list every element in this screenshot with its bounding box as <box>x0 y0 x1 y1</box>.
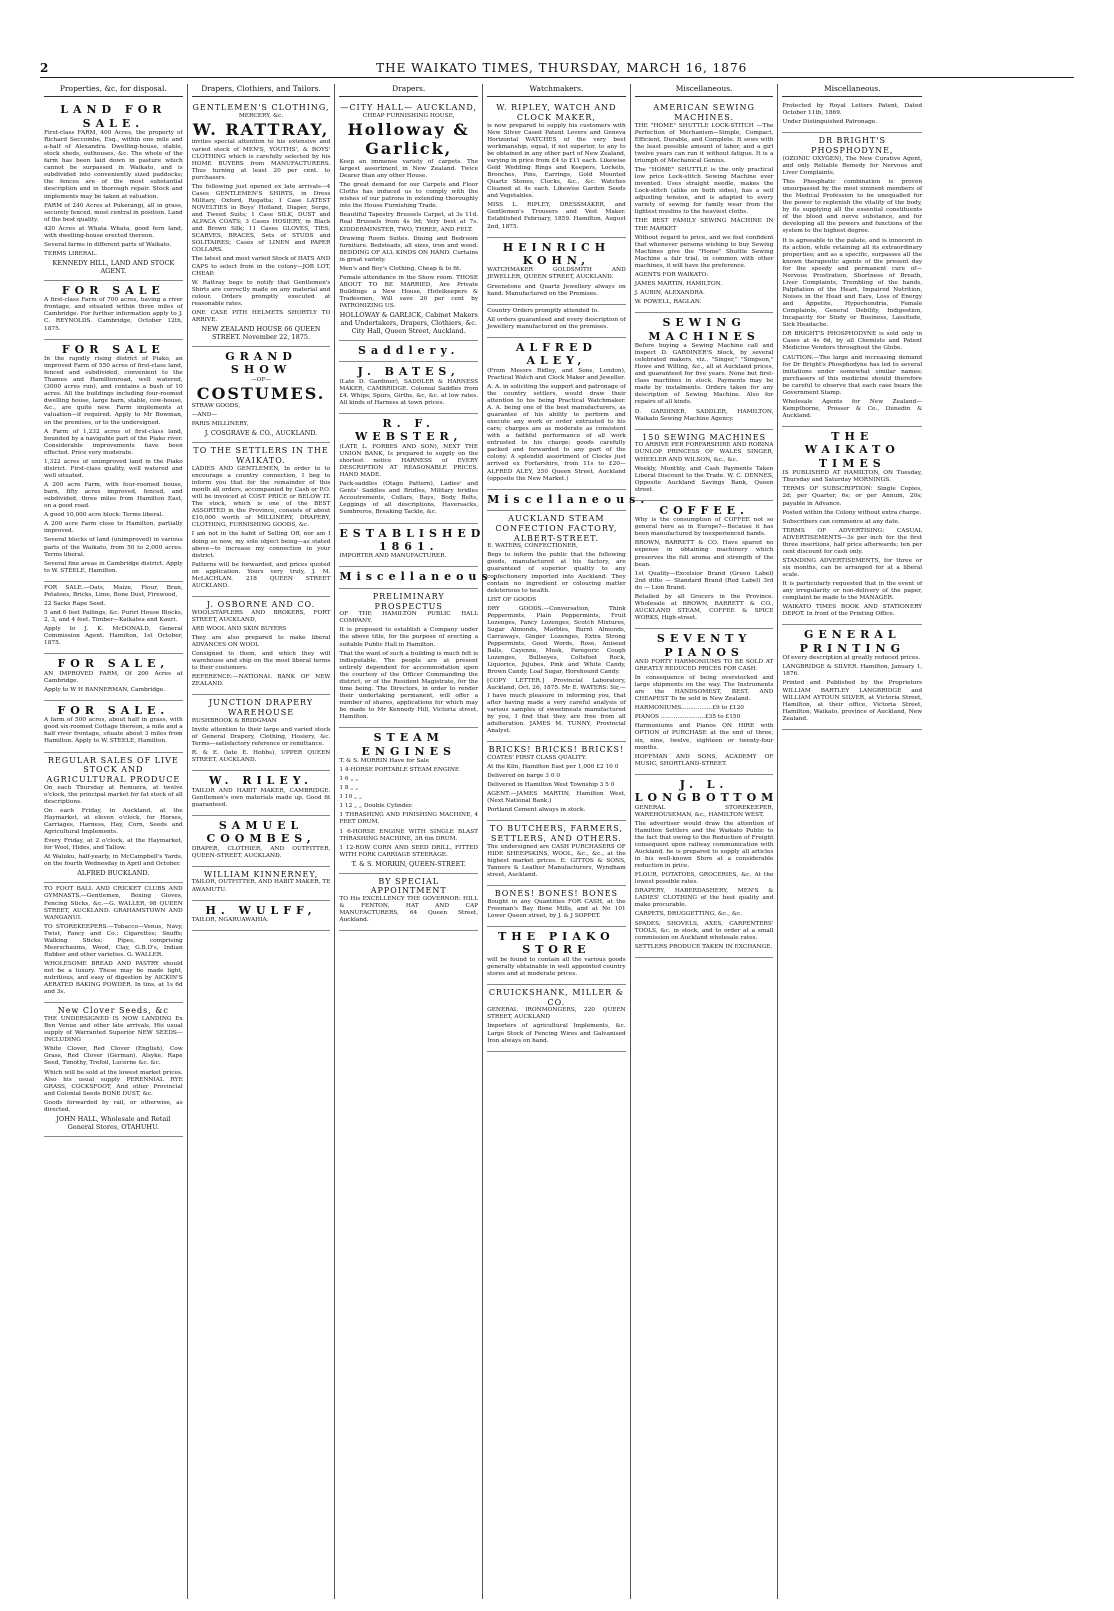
ad-paragraph: HOFFMAN AND SONS, ACADEMY OF MUSIC, SHORTLAND-STREET. <box>634 753 774 767</box>
ad-paragraph: Consigned to them, and which they will warehouse and ship on the most liberal terms to their customers. <box>191 651 331 672</box>
ad-paragraph: 1 12 „ „ Double Cylinder. <box>339 803 413 810</box>
ad-title: ESTABLISHED 1861. <box>339 526 486 553</box>
advertisement <box>782 133 922 427</box>
ad-paragraph: TERMS OF SUBSCRIPTION: Single Copies, 2d; per Quarter, 6s; or per Annum, 20s; payable in Advance. <box>782 486 923 507</box>
ad-paragraph: Every Friday, at 2 o'clock, at the Haymarket, for Wool, Hides, and Tallow. <box>44 838 183 852</box>
ad-paragraph: IS PUBLISHED AT HAMILTON, ON Tuesday, Thursday and Saturday MORNINGS. <box>782 470 923 484</box>
advertisement <box>634 775 779 958</box>
ad-title: GRAND SHOW <box>225 349 297 377</box>
ad-paragraph: On each Friday, in Auckland, at the Haymarket, at eleven o'clock, for Horses, Carriages, Harness, Hay, Corn, Seeds and Agricultural Implements. <box>44 807 183 836</box>
advertisement <box>339 362 478 414</box>
ad-paragraph: ARE WOOL AND SKIN BUYERS <box>191 625 287 632</box>
ad-paragraph: (LATE L. FORBES AND SON), NEXT THE UNION BANK, Is prepared to supply on the shortest notice HARNESS of EVERY DESCRIPTION AT REASONABLE PRICES. HAND MADE. <box>339 443 479 479</box>
advertisement <box>487 100 626 237</box>
ad-title: Saddlery. <box>358 344 460 357</box>
ad-paragraph: Wholesale Agents for New Zealand—Kempthorne, Prosser & Co., Dunedin & Auckland. <box>782 398 923 420</box>
ad-paragraph: (OZONIC OXYGEN), The New Curative Agent, and only Reliable Remedy for Nervous and Liver Complaints. <box>782 155 923 176</box>
column-heading: Miscellaneous. <box>782 84 922 97</box>
ad-paragraph: R. & E. (late E. Hobbs), UPPER QUEEN STREET, AUCKLAND. <box>191 750 331 764</box>
ad-paragraph: CARPETS, DRUGGETTING, &c., &c. <box>634 911 743 918</box>
ad-paragraph: The advertiser would draw the attention of Hamilton Settlers and the Waikato Public to the fact that owing to the Reduction of Freight consequent upon railway communication with Auckland, he is prepared to supply all articles in his well-known Store at a considerable reduction in price. <box>634 820 774 870</box>
advertisement <box>487 985 626 1052</box>
ad-title: STEAM ENGINES <box>361 731 456 758</box>
ad-name: COSTUMES. <box>196 383 326 403</box>
advertisement <box>339 589 478 728</box>
ad-paragraph: W. POWELL, RAGLAN. <box>634 299 702 306</box>
ad-paragraph: TERMS OF ADVERTISING: CASUAL ADVERTISEMENTS—3s per inch for the first three insertions, half price afterwards; ten per cent discount for cash only. <box>782 527 923 555</box>
ad-paragraph: HARMONIUMS.................£9 to £120 <box>634 705 744 712</box>
ad-title: Miscellaneous. <box>339 570 502 584</box>
ad-title: New Clover Seeds, &c <box>57 1006 169 1016</box>
ad-title: SAMUEL COOMBES, <box>206 818 316 846</box>
ad-paragraph: OF THE HAMILTON PUBLIC HALL COMPANY. <box>339 611 479 625</box>
ad-paragraph: DRAPER, CLOTHIER, AND OUTFITTER, QUEEN-STREET, AUCKLAND. <box>191 845 331 859</box>
ad-title: FOR SALE <box>61 342 165 356</box>
ad-paragraph: THE UNDERSIGNED IS NOW LANDING Ex Ben Venue and other late arrivals, His usual supply of Warranted Superior NEW SEEDS—INCLUDING <box>44 1016 183 1044</box>
advertisement <box>192 901 331 931</box>
ad-title: R. F. WEBSTER, <box>354 417 463 444</box>
ad-paragraph: This Phosphatic combination is proven unsurpassed by the most eminent members of the Medical Profession to be unequalled for the power to replenish the vitality of the body, by its supplying all the essential constituents of the blood and nerve substance, and for developing all the powers and functions of the system to the highest degree. <box>782 179 923 235</box>
advertisement <box>44 340 183 582</box>
advertisement <box>487 886 626 927</box>
ad-paragraph: Importers of agricultural Implements, &c. Large Stock of Fencing Wires and Galvanised Iron always on hand. <box>487 1023 626 1044</box>
advertisement <box>635 629 774 775</box>
ad-paragraph: SPADES, SHOVELS, AXES, CARPENTERS' TOOLS, &c. in stock, and to order at a small commission on Auckland wholesale rates. <box>634 920 774 941</box>
ad-paragraph: PIANOS ........................£35 to £150 <box>634 714 741 721</box>
ad-paragraph: It is proposed to establish a Company under the above title, for the purpose of erecting a suitable Public Hall in Hamilton. <box>339 627 479 648</box>
ad-paragraph: LIST OF GOODS <box>487 596 537 603</box>
advertisement <box>487 490 650 511</box>
advertisement <box>782 427 922 625</box>
advertisement <box>487 338 626 490</box>
newspaper-column <box>40 84 188 1599</box>
ad-paragraph: Printed and Published by the Proprietors WILLIAM BARTLEY LANGBRIDGE and WILLIAM AYTOUN SILVER, at Victoria Street, Hamilton, at their office, Victoria Street, Hamilton, Waikato, province of Auckland, New Zealand. <box>782 680 923 722</box>
ad-paragraph: Bought in any Quantities FOR CASH, at the Freeman's Bay Bone Mills, and at No 101 Lower Queen street, by J. & J SOPPET. <box>487 898 626 919</box>
advertisement <box>44 582 183 655</box>
ad-title: J. OSBORNE AND CO. <box>206 599 316 609</box>
ad-title: REGULAR SALES OF LIVE STOCK AND AGRICULTURAL PRODUCE <box>46 755 181 785</box>
ad-paragraph: 1st Quality—Excelsior Brand (Green Label) 2nd ditto — Standard Brand (Red Label) 3rd do — Lion Brand. <box>634 570 774 591</box>
ad-signature: JOHN HALL, Wholesale and Retail General Stores, OTAHUHU. <box>56 1114 171 1131</box>
ad-paragraph: 1 4-HORSE PORTABLE STEAM ENGINE <box>339 767 460 774</box>
ad-title: FOR SALE. <box>57 703 170 717</box>
ad-title: 150 SEWING MACHINES <box>642 432 767 442</box>
ad-paragraph: Greenstone and Quartz Jewellery always on hand. Manufactured on the Premises. <box>487 283 626 297</box>
advertisement <box>339 567 502 588</box>
ad-paragraph: Portland Cement always in stock. <box>487 807 586 814</box>
ad-paragraph: Female attendance in the Show room. THOSE ABOUT TO BE MARRIED, Are Private Buildings a New House, Hotelkeepers & Tradesmen, Will save 20 per cent by PATRONIZING US. <box>339 274 479 310</box>
ad-paragraph: Invite attention to their large and varied stock of General Drapery, Clothing, Hosiery, &c. Terms—satisfactory reference or remittance. <box>191 726 331 747</box>
ad-paragraph: At the Kiln, Hamilton East per 1,000 £2 10 0 <box>487 763 619 770</box>
ad-paragraph: A farm of 500 acres, about half in grass, with good six-roomed Cottage thereon, a mile and a half river frontage, situate about 3 miles from Hamilton. Apply to W. STEELE, Hamilton. <box>44 717 183 745</box>
advertisement <box>487 742 626 821</box>
ad-paragraph: PARIS MILLINERY, <box>191 421 249 428</box>
newspaper-column <box>778 84 926 1599</box>
ad-title: CRUICKSHANK, MILLER & CO. <box>488 987 624 1007</box>
ad-paragraph: 1 10 „ „ <box>339 794 362 801</box>
advertisement <box>339 100 478 341</box>
ad-paragraph: ONE CASE PITH HELMETS SHORTLY TO ARRIVE. <box>191 309 331 323</box>
ad-paragraph: DRAPERY, HABERDASHERY, MEN'S & LADIES' CLOTHING of the best quality and make procurable. <box>634 888 774 909</box>
ad-paragraph: —AND— <box>191 412 218 419</box>
ad-paragraph: TO His EXCELLENCY THE GOVERNOR: HILL & FENTON, HAT AND CAP MANUFACTURERS, 64 Queen Street, Auckland. <box>339 896 479 924</box>
ad-paragraph: A first-class Farm of 700 acres, having a river frontage, and situated within three miles of Cambridge. For further information apply to J. C. REYNOLDS. Cambridge, October 12th, 1875. <box>44 297 183 332</box>
ad-paragraph: On each Thursday at Remuera, at twelve o'clock, the principal market for fat stock of all descriptions. <box>44 784 183 805</box>
ad-paragraph: W. Rattray begs to notify that Gentlemen's Shirts are correctly made on any material and colour. Orders promptly executed at reasonable rates. <box>191 279 331 307</box>
advertisement <box>192 443 331 597</box>
ad-paragraph: Delivered on barge 3 0 0 <box>487 772 561 779</box>
ad-signature: NEW ZEALAND HOUSE 66 QUEEN STREET. November 22, 1875. <box>201 325 321 341</box>
ad-paragraph: A good 10,000 acre block: Terms liberal. <box>44 512 164 519</box>
ad-paragraph: will be found to contain all the various goods generally obtainable in well appointed country stores and at moderate prices. <box>487 956 626 977</box>
column-heading: Watchmakers. <box>487 84 626 97</box>
advertisement <box>192 867 331 901</box>
ad-paragraph: A 200 acre Farm, with four-roomed house, barn, fifty acres improved, fenced, and subdivided, three miles from Hamilton East, on a good road. <box>44 482 183 510</box>
ad-paragraph: Delivered in Hamilton West Township 3 5 0 <box>487 781 615 788</box>
advertisement <box>192 100 331 347</box>
ad-title: GENTLEMEN'S CLOTHING, <box>192 103 330 113</box>
ad-title: W. RIPLEY, WATCH AND CLOCK MAKER, <box>496 103 617 122</box>
ad-paragraph: That the want of such a building is much felt is indisputable. The people are at present entirely dependent for accommodation upon the courtesy of the Officer Commanding the district, or of the Resident Magistrate, for the time being. The Directors, in order to render their undertaking permanent, will offer a number of shares, applications for which may be made to Mr Kennedy Hill, Victoria street, Hamilton. <box>339 650 479 721</box>
column-heading: Miscellaneous. <box>635 84 774 97</box>
newspaper-column <box>188 84 336 1599</box>
ad-paragraph: [COPY LETTER.] Provincial Laboratory, Auckland, Oct. 26, 1875. Mr E. WATERS: Sir,—I have much pleasure in informing you, that after having made a very careful analysis of various samples of sweetmeats manufactured by you, I find that they are free from all adulteration. JAMES M. TUNNY, Provincial Analyst. <box>487 678 626 734</box>
ad-paragraph: DRY GOODS.—Conversation, Think Peppermints, Plain Peppermints, Fruit Lozenges, Fancy Lozenges, Scotch Mixtures, Sugar Almonds, Marbles, Burnt Almonds, Carraways, Ginger Lozenges, Extra Strong Peppermints, Good Words, Rose, Aniseed Balls, Cayenne, Musk, Paregoric Cough Lozenges, Bullseyes, Coltsfoot Rock, Liquorice, Jujubes, Pink and White Candy, Brown Candy, Loaf Sugar, Horehound Candy. <box>487 605 626 676</box>
ad-paragraph: AN IMPROVED FARM, Of 200 Acres at Cambridge. <box>44 670 183 684</box>
advertisement <box>44 281 183 340</box>
ad-paragraph: WATCHMAKER GOLDSMITH AND JEWELLER, QUEEN STREET, AUCKLAND. <box>487 267 626 281</box>
ad-paragraph: Men's and Boy's Clothing, Cheap & to fit. <box>339 265 462 272</box>
ad-paragraph: RUSHBROOK & BRIDGMAN <box>191 717 277 724</box>
ad-title: WILLIAM KINNERNEY, <box>203 869 319 879</box>
ad-paragraph: Beautiful Tapestry Brussels Carpet, at 3s 11d. Real Brussels from 4s 9d; Very best at 7s. KIDDERMINSTER, TWO, THREE, AND FELT. <box>339 212 479 233</box>
ad-paragraph: MISS L. RIPLEY, DRESSMAKER, and Gentlemen's Trousers and Vest Maker. Established February, 1859. Hamilton, August 2nd, 1875. <box>487 202 626 230</box>
ad-paragraph: The "HOME" SHUTTLE is the only practical low price Lock-stitch Sewing Machine ever invented. Uses straight needle, makes the Lock-stitch (alike on both sides), has a self adjusting tension, and is adapted to every variety of sewing for family wear from the lightest muslins to the heaviest cloths. <box>634 167 774 216</box>
ad-paragraph: invites special attention to his extensive and varied stock of MEN'S, YOUTHS', & BOYS' CLOTHING which is carefully selected by his HOME BUYERS from MANUFACTURERS. Thus turning at least 20 per cent. to purchasers. <box>191 139 331 181</box>
ad-title: Miscellaneous. <box>487 492 650 506</box>
advertisement <box>339 524 486 568</box>
ad-subtitle: —OF— <box>250 376 272 383</box>
ad-paragraph: Patterns will be forwarded, and prices quoted on application. Yours very truly, J. M. McLACHLAN. 218 QUEEN STREET AUCKLAND. <box>191 561 331 589</box>
ad-paragraph: Subscribers can commence at any date. <box>782 518 900 525</box>
advertisement <box>44 654 183 701</box>
advertisement <box>635 501 774 629</box>
ad-title: SEVENTY PIANOS <box>656 632 752 659</box>
advertisement <box>339 874 478 932</box>
advertisement <box>635 313 774 430</box>
ad-paragraph: Several blocks of land (unimproved) in various parts of the Waikato, from 50 to 2,000 acres. Terms liberal. <box>44 537 183 558</box>
newspaper-title: THE WAIKATO TIMES, THURSDAY, MARCH 16, 1876 <box>376 60 748 75</box>
ad-paragraph: LANGBRIDGE & SILVER. Hamilton, January 1, 1876. <box>782 664 923 678</box>
ad-paragraph: Country Orders promptly attended to. <box>487 307 599 314</box>
ad-title: BY SPECIAL APPOINTMENT <box>370 876 447 896</box>
ad-paragraph: J. AUBIN, ALEXANDRA. <box>634 290 705 297</box>
column-heading: Properties, &c, for disposal. <box>44 84 183 97</box>
ad-paragraph: 5 and 6 feet Pailings, &c. Puriri House Blocks, 2, 3, and 4 feet. Timber—Kaikatea and Kauri. <box>44 609 183 624</box>
ad-paragraph: 1 12-ROW CORN AND SEED DRILL, FITTED WITH FORK CARRIAGE STEERAGE. <box>339 844 479 858</box>
ad-paragraph: FLOUR, POTATOES, GROCERIES, &c. At the lowest possible rates. <box>634 872 774 886</box>
ad-paragraph: Before buying a Sewing Machine call and inspect D. GARDINER'S block, by several celebrated makers, viz., "Singer," "Simpson," Howe and Willing, &c., all at Auckland prices, and guaranteed for five years. None but first-class machines in stock. Payments may be made by instalments. Orders taken for any description of Sewing Machine. Also for repairs of all kinds. <box>634 342 774 406</box>
advertisement <box>635 430 774 501</box>
ad-paragraph: REFERENCE:—NATIONAL BANK OF NEW ZEALAND. <box>191 674 331 688</box>
ad-paragraph: THE "HOME" SHUTTLE LOCK-STITCH —The Perfection of Mechanism—Simple, Compact, Efficient, Durable, and Complete. It sews with the least possible amount of labor, and a girl twelve years can run it without fatigue. It is a triumph of Mechanical Genius. <box>634 122 774 164</box>
ad-paragraph: All orders guaranteed and every description of Jewellery manufactured on the premises. <box>487 316 626 330</box>
advertisement <box>635 100 774 313</box>
ad-paragraph: Protected by Royal Letters Patent, Dated October 11th, 1869. <box>782 103 923 117</box>
ad-paragraph: TAILOR, OUTFITTER, AND HABIT MAKER, TE AWAMUTU. <box>191 879 331 893</box>
ad-subtitle: MERCERY, &c. <box>238 112 284 119</box>
ad-paragraph: A. A. in soliciting the support and patronage of the country settlers, would draw their attention to his being Practical Watchmaker. A. A. being one of the best manufacturers, as guarantee of his ability to perform and execute any work or order entrusted to his care; charges are as moderate as consistent with a faithful performance of all work entrusted to his charge; goods carefully packed and forwarded to any part of the colony. A splendid assortment of Clocks just arrived ex Forfarshire, from 11s to £20—ALFRED ALEY, 250 Queen Street, Auckland (opposite the New Market.) <box>487 383 626 482</box>
ad-paragraph: In consequence of being overstocked and large shipments on the way. The Instruments are the HANDSOMEST, BEST, AND CHEAPEST To be sold in New Zealand. <box>634 675 774 703</box>
ad-paragraph: is now prepared to supply his customers with New Silver Cased Patent Levers and Geneva Horizontal WATCHES of the very best workmanship, equal, if not superior, to any to be obtained in any other part of New Zealand, varying in price from £4 to £11 each. Likewise Gold Wedding Rings and Keepers, Lockets, Brooches, Pins, Earrings, Gold Mounted Quartz Stones, Clocks, &c., &c. Watches Cleaned at 4s each. Likewise Garden Seeds and Vegetables. <box>487 122 626 200</box>
ad-title: THE WAIKATO TIMES <box>804 430 900 470</box>
advertisement <box>782 625 922 729</box>
ad-paragraph: COATES' FIRST CLASS QUALITY. <box>487 754 587 761</box>
ad-title: J. BATES, <box>357 365 460 379</box>
newspaper-column <box>631 84 779 1599</box>
ad-subtitle: CHEAP FURNISHING HOUSE, <box>362 112 455 119</box>
ad-paragraph: The latest and most varied Stock of HATS AND CAPS to select from in the colony—JOB LOT, CHEAP. <box>191 256 331 277</box>
advertisement <box>44 1003 183 1136</box>
ad-title: PRELIMINARY PROSPECTUS <box>372 591 445 611</box>
ad-paragraph: The following just opened ex late arrivals—4 Cases GENTLEMEN'S SHIRTS, in Dress Military, Oxford, Regatta; 1 Case LATEST NOVELTIES in Boys' Holland, Diaper, Serge, and Tweed Suits; 1 Case SILK, DUST and ALPACA COATS; 3 Cases HOSIERY, in Black and Brown Silk; 11 Cases GLOVES, TIES, SCARVES, BRACES, Sets of STUDS and SOLITAIRES; Cases of LINEN and PAPER COLLARS. <box>191 183 331 254</box>
ad-paragraph: Weekly, Monthly, and Cash Payments Taken Liberal Discount to the Trade. W. C. DENNES, Opposite Auckland Savings Bank, Queen street. <box>634 465 774 493</box>
advertisement <box>44 753 183 884</box>
ad-paragraph: Harmoniums and Pianos ON HIRE with OPTION of PURCHASE at the end of three, six, nine, twelve, eighteen or twenty-four months. <box>634 723 774 751</box>
ad-paragraph: Several fine areas in Cambridge district. Apply to W. STEELE, Hamilton. <box>44 560 183 574</box>
ad-title: LAND FOR SALE. <box>60 103 167 130</box>
ad-paragraph: Several farms in different parts of Waikato. <box>44 241 172 248</box>
advertisement <box>44 100 183 281</box>
ad-signature: J. COSGRAVE & CO., AUCKLAND. <box>204 429 318 438</box>
ad-title: HEINRICH KOHN, <box>502 240 611 267</box>
ad-paragraph: WOOLSTAPLERS AND BROKERS, FORT STREET, AUCKLAND, <box>191 609 331 623</box>
advertisement <box>44 883 183 1003</box>
ad-paragraph: Of every description at greatly reduced prices. <box>782 655 921 662</box>
ad-paragraph: Retailed by all Grocers in the Province. Wholesale at BROWN, BARRETT & CO., AUCKLAND STEAM, COFFEE & SPICE WORKS, High-street. <box>634 593 774 622</box>
ad-paragraph: They are also prepared to make liberal ADVANCES ON WOOL <box>191 634 331 648</box>
ad-paragraph: A 200 acre Farm close to Hamilton, partially improved. <box>44 521 183 535</box>
ad-title: SEWING MACHINES <box>648 316 760 343</box>
ad-paragraph: 1 8 „ „ <box>339 785 359 792</box>
advertisement <box>192 771 331 816</box>
ad-title: W. RILEY. <box>209 774 314 788</box>
ad-name: W. RATTRAY, <box>192 119 330 139</box>
ad-paragraph: TAILOR AND HABIT MAKER, CAMBRIDGE. Gentlemen's own materials made up. Good fit guaranteed. <box>191 787 331 808</box>
ad-title: GENERAL PRINTING <box>799 628 905 655</box>
ad-title: TO BUTCHERS, FARMERS, SETTLERS, AND OTHERS. <box>489 824 623 843</box>
ad-paragraph: Pack-saddles (Otago Pattern), Ladies' and Gents' Saddles and Bridles, Military bridles Accoutrements, Collars, Bays, Body Belts, Leggings of all descriptions, Haversacks, Sumbreros, Breaking Tackle, &c. <box>339 481 479 516</box>
ad-title: JUNCTION DRAPERY WAREHOUSE <box>208 698 314 718</box>
ad-title: FOR SALE <box>61 283 165 297</box>
newspaper-column <box>335 84 502 1599</box>
column-heading: Drapers, Clothiers, and Tailors. <box>192 84 331 97</box>
advertisement <box>339 728 478 873</box>
advertisement <box>487 511 626 742</box>
ad-paragraph: CAUTION.—The large and increasing demand for Dr Bright's Phosphodyne has led to several imitations under somewhat similar names; purchasers of this medicine should therefore be careful to observe that each case bears the Government Stamp. <box>782 354 923 396</box>
ad-paragraph: AGENT:—JAMES MARTIN, Hamilton West, (Next National Bank.) <box>487 790 626 804</box>
ad-paragraph: TO STOREKEEPERS.—Tobacco—Venus, Navy, Twist, Fancy and Co.; Cigarettes; Snuffs; Walking Sticks; Pipes, comprising Meerschaums, Wood, Clay, G.B.D's, Indian Rubber and other varieties. G. WALLER. <box>44 923 183 958</box>
ad-paragraph: 1 6 „ „ <box>339 776 359 783</box>
ad-paragraph: 1 THRASHING AND FINISHING MACHINE, 4 FEET DRUM. <box>339 812 479 826</box>
advertisement <box>339 341 478 362</box>
ad-paragraph: Apply to J. K. McDONALD, General Commission Agent. Hamilton, 1st October, 1875. <box>44 626 183 647</box>
ad-paragraph: BROWN, BARRETT & CO. Have spared no expense in obtaining machinery which preserves the full aroma and strength of the bean. <box>634 540 774 568</box>
column-heading: Drapers. <box>339 84 478 97</box>
ad-paragraph: SETTLERS PRODUCE TAKEN IN EXCHANGE. <box>634 943 773 950</box>
ad-paragraph: First-class FARM, 400 Acres, the property of Richard Seccombe, Esq., within one mile and a-half of Alexandra. Dwelling-house, stable, stock sheds, outhouses, &c. The whole of the farm has been laid down in pasture which cannot be surpassed in Waikato, and is subdivided into conveniently sized paddocks; the fences are of the most substantial description and in thorough repair. Stock and implements may be taken at valuation. <box>44 129 183 200</box>
ad-paragraph: Posted within the Colony without extra charge. <box>782 509 922 516</box>
ad-paragraph: TAILOR, NGARUAWAHIA. <box>191 917 269 923</box>
ad-paragraph: AND FORTY HARMONIUMS TO BE SOLD AT GREATLY REDUCED PRICES FOR CASH. <box>634 658 774 672</box>
ad-paragraph: TO ARRIVE PER FORFARSHIRE AND ROBINA DUNLOP PRINCESS OF WALES SINGER, WHEELER AND WILSON, &c., &c. <box>634 442 774 463</box>
advertisement <box>192 816 331 867</box>
ad-paragraph: Which will be sold at the lowest market prices. Also his usual supply PERENNIAL RYE GRASS, COCKSFOOT, And other Provincial and Colonial Seeds BONE DUST, &c. <box>44 1069 183 1097</box>
ad-paragraph: Drawing Room Suites. Dining and Bedroom furniture. Bedsteads, all sizes, iron and wood. BEDDING OF ALL KINDS ON HAND. Curtains in great variety. <box>339 235 479 263</box>
ad-paragraph: E. WATERS, CONFECTIONER, <box>487 543 578 550</box>
ad-title: —CITY HALL— AUCKLAND, <box>340 103 478 113</box>
ad-title: AUCKLAND STEAM CONFECTION FACTORY, ALBERT-STREET. <box>495 514 618 543</box>
masthead <box>40 58 1074 78</box>
page-number: 2 <box>40 60 50 75</box>
ad-paragraph: JAMES MARTIN, HAMILTON. <box>634 280 723 287</box>
ad-paragraph: In the rapidly rising district of Piako, an improved Farm of 550 acres of first-class land, fenced and subdivided, convenient to the Thames and Hamiltonroad, well watered, (3000 acres run), and contains a bush of 10 acres. All the buildings including four-roomed dwelling house, large barn, stable, cow-house, &c., are quite new. Farm implements at valuation—if required. Apply to Mr Bowman, on the premises, or to the undersigned. <box>44 355 183 426</box>
ad-paragraph: (Late D. Gardiner), SADDLER & HARNESS MAKER, CAMBRIDGE. Colonial Saddles from £4. Whips, Spurs, Girths, &c, &c. at low rates. All kinds of Harness at town prices. <box>339 378 479 406</box>
columns-container <box>40 84 1074 1599</box>
ad-title: J. L. LONGBOTTOM <box>634 777 779 805</box>
ad-paragraph: The undersigned are CASH PURCHASERS OF HIDE SHEEPSKINS, WOOL, &c., &c., at the highest market prices. E. GITTOS & SONS, Tanners & Leather Manufacturers, Wyndham street, Auckland. <box>487 843 626 878</box>
ad-paragraph: 22 Sacks Rape Seed. <box>44 600 106 607</box>
ad-paragraph: Begs to inform the public that the following goods, manufactured at his factory, are guaranteed of superior quality to any confectionery imported into Auckland. They contain no ingredient or colouring matter deleterious to health. <box>487 552 626 594</box>
advertisement <box>44 701 183 753</box>
ad-paragraph: Under Distinguished Patronage. <box>782 119 878 126</box>
ad-paragraph: The great demand for our Carpets and Floor Cloths has induced us to comply with the wishes of our patrons in extending thoroughly into the House Furnishing Trade. <box>339 182 479 210</box>
ad-paragraph: Keep an immense variety of carpets. The largest assortment in New Zealand. Twice Dearer than any other House. <box>339 158 479 180</box>
advertisement <box>192 597 331 695</box>
advertisement <box>487 927 626 985</box>
newspaper-column <box>483 84 650 1599</box>
ad-paragraph: T. & S. MORRIN Have for Sale <box>339 758 430 765</box>
ad-paragraph: At Waiuku, half-yearly, in McCampbell's Yards, on the fourth Wednesday in April and October. <box>44 854 183 868</box>
ad-title: H. WULFF, <box>205 903 317 917</box>
advertisement <box>339 414 478 523</box>
ad-paragraph: GENERAL STOREKEEPER, WAREHOUSEMAN, &c., HAMILTON WEST. <box>634 804 774 818</box>
ad-title: COFFEE. <box>659 503 749 517</box>
ad-paragraph: (From Messrs Ridley, and Sons, London), Practical Watch and Clock Maker and Jeweller. <box>487 367 626 381</box>
ad-title: AMERICAN SEWING MACHINES. <box>653 103 755 122</box>
ad-paragraph: It is particularly requested that in the event of any irregularity or non-delivery of the paper, complaint be made to the MANAGER. <box>782 581 923 602</box>
ad-name: Holloway & Garlick, <box>347 119 470 159</box>
ad-paragraph: WAIKATO TIMES BOOK AND STATIONERY DEPOT. In front of the Printing Office. <box>782 604 923 618</box>
ad-paragraph: I am not in the habit of Selling Off, nor am I doing so now, my sole object being—as stated above—to increase my connection in your district. <box>191 531 331 559</box>
ad-paragraph: Goods forwarded by rail, or otherwise, as directed. <box>44 1099 183 1113</box>
ad-signature: KENNEDY HILL, LAND AND STOCK AGENT. <box>52 259 175 275</box>
ad-paragraph: DR BRIGHT'S PHOSPHODYNE is sold only in Cases at 4s 6d, by all Chemists and Patent Medicine Vendors throughout the Globe. <box>782 331 923 352</box>
ad-paragraph: GENERAL IRONMONGERS, 220 QUEEN STREET, AUCKLAND <box>487 1007 626 1021</box>
ad-paragraph: Why is the consumption of COFFEE not so general here as in Europe?—Because it has been manufactured by inexperienced hands. <box>634 517 774 538</box>
ad-paragraph: White Clover, Red Clover (English), Cow Grass, Red Clover (German), Alsyke, Rape Seed, Timothy, Trefoil, Lucerne &c. &c. <box>44 1046 183 1067</box>
ad-signature: HOLLOWAY & GARLICK, Cabinet Makers and Undertakers, Drapers, Clothiers, &c. City Hall, Queen Street, Auckland. <box>339 311 478 336</box>
ad-title: BONES! BONES! BONES <box>494 888 619 898</box>
ad-paragraph: Without regard to price, and we feel confident that whenever persons wishing to buy Sewing Machines give the "Home" Shuttle Sewing Machine a fair trial, in common with other machines, it will have the preference. <box>634 234 774 269</box>
advertisement <box>782 100 922 133</box>
ad-title: FOR SALE, <box>57 657 170 671</box>
ad-title: ALFRED ALEY, <box>515 340 597 368</box>
ad-paragraph: FOR SALE.—Oats, Maize, Flour, Bran, Potatoes, Bricks, Lime, Bone Dust, Firewood, <box>44 584 183 598</box>
advertisement <box>192 347 331 444</box>
ad-paragraph: D. GARDINER, SADDLER, HAMILTON, Waikato Sewing Machine Agency. <box>634 408 774 422</box>
advertisement <box>487 305 626 338</box>
ad-signature: T. & S. MORRIN, QUEEN-STREET. <box>351 859 466 868</box>
ad-paragraph: TERMS LIBERAL. <box>44 250 98 257</box>
ad-paragraph: WHOLESOME BREAD AND PASTRY should not be a luxury. These may be made light, nutritious, and easy of digestion by AICKIN'S AERATED BAKING POWDER. In tins, at 1s 6d and 3s. <box>44 961 183 996</box>
advertisement <box>487 238 626 305</box>
ad-paragraph: AGENTS FOR WAIKATO: <box>634 271 709 278</box>
ad-paragraph: STANDING ADVERTISEMENTS, for three or six months, can be arranged for at a liberal scale. <box>782 557 923 579</box>
ad-title: TO THE SETTLERS IN THE WAIKATO. <box>193 446 329 466</box>
ad-paragraph: 420 Acres at Whata Whata, good fern land, with dwelling-house erected thereon. <box>44 225 183 239</box>
ad-paragraph: It is agreeable to the palate, and is innocent in its action, while retaining all its extraordinary properties; and as a specific, surpasses all the known therapeutic agents of the present day for the speedy and permanent cure of—Nervous Prostration, Shortness of Breath, Liver Complaints, Trembling of the hands, Palpitation of the Heart, Impaired Nutrition, Noises in the Head and Ears, Loss of Energy and Appetite, Hypochondria, Female Complaints, General Debility, Indigestion, Incapacity for Study or Business, Lassitude, Sick Headache. <box>782 237 923 329</box>
ad-paragraph: 1 6-HORSE ENGINE WITH SINGLE BLAST THRASHING MACHINE, 3ft 6in DRUM. <box>339 828 479 842</box>
ad-title: BRICKS! BRICKS! BRICKS! <box>488 744 625 754</box>
ad-paragraph: FARM of 240 Acres at Pukerangi, all in grass, securely fenced, most central in position. Land of the best quality. <box>44 202 183 223</box>
advertisement <box>487 821 626 886</box>
ad-paragraph: 1,322 acres of unimproved land in the Piako district. First-class quality, well watered and well situated. <box>44 458 183 479</box>
ad-paragraph: THE BEST FAMILY SEWING MACHINE IN THE MARKET <box>634 218 774 232</box>
ad-paragraph: Apply to W H BANNERMAN, Cambridge. <box>44 686 166 693</box>
ad-paragraph: LADIES AND GENTLEMEN, In order to to encourage a country connection, I beg to inform you that for the remainder of this month all orders, accompanied by Cash or P.O. will be invoiced at COST PRICE or BELOW IT. The stock, which is one of the BEST ASSORTED in the Province, consists of about £10,000 worth of MILLINERY, DRAPERY, CLOTHING, FURNISHING GOODS, &c. <box>191 465 331 529</box>
ad-signature: ALFRED BUCKLAND. <box>77 869 150 878</box>
advertisement <box>192 695 331 771</box>
ad-paragraph: TO FOOT BALL AND CRICKET CLUBS AND GYMNASTS.—Gentlemen, Boxing Gloves, Fencing Sticks, &c.—G. WALLER, 98 QUEEN STREET, AUCKLAND. GRAHAMSTOWN AND WANGANUI. <box>44 886 183 921</box>
ad-paragraph: STRAW GOODS, <box>191 403 241 410</box>
ad-paragraph: IMPORTER AND MANUFACTURER. <box>339 553 447 560</box>
ad-paragraph: A Farm of 1,232 acres of first-class land, bounded by a navigable part of the Piako river. Considerable improvements have been effected. Price very moderate. <box>44 428 183 456</box>
ad-title: DR BRIGHT'S PHOSPHODYNE, <box>811 136 894 156</box>
ad-title: THE PIAKO STORE <box>498 929 615 957</box>
